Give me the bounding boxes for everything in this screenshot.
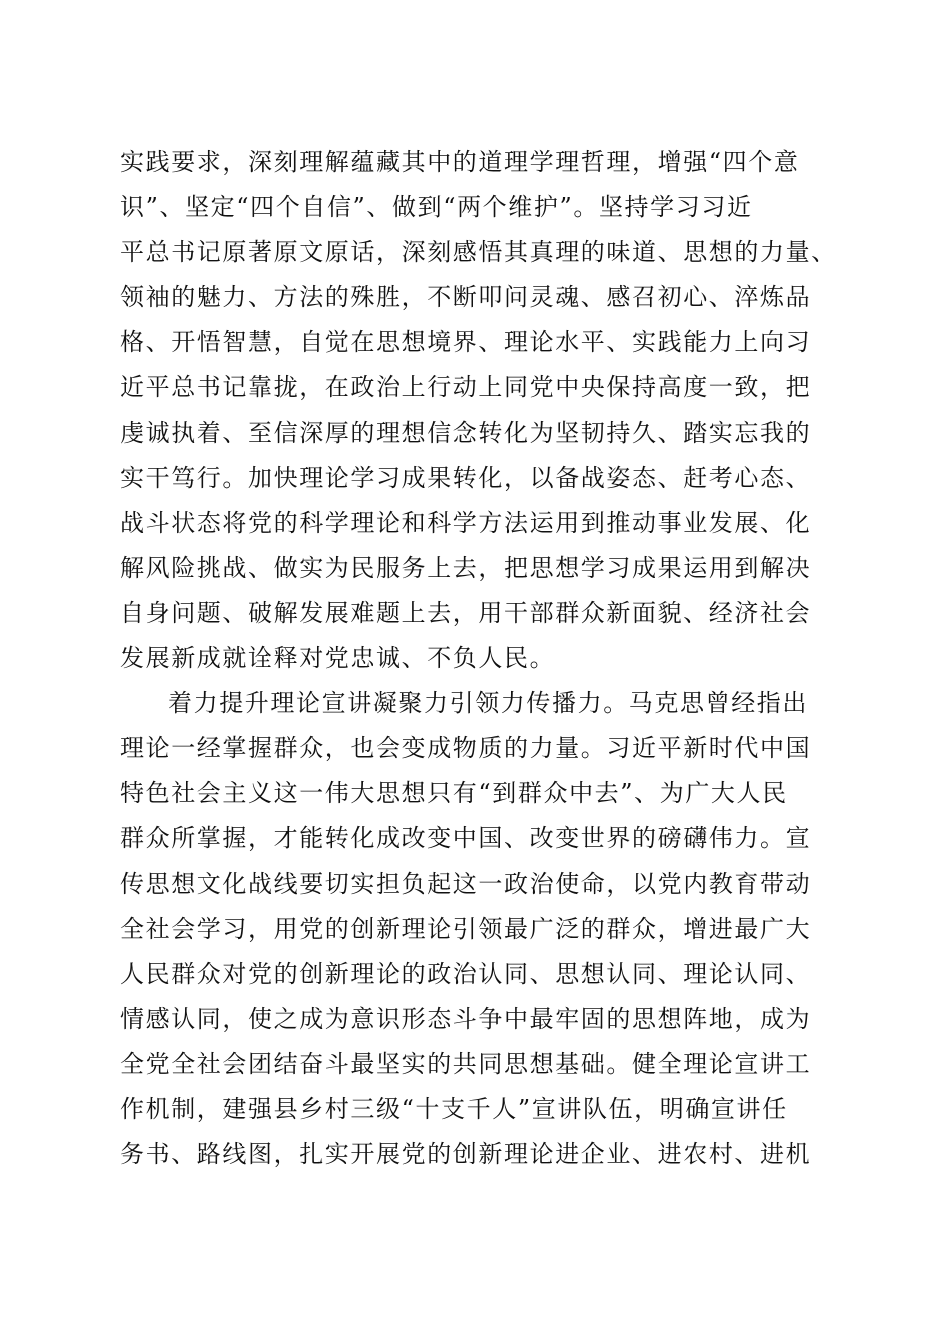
text-line: 自身问题、破解发展难题上去，用干部群众新面貌、经济社会 xyxy=(120,598,812,627)
text-line: 识”、坚定“四个自信”、做到“两个维护”。坚持学习习近 xyxy=(120,193,753,222)
text-line: 务书、路线图，扎实开展党的创新理论进企业、进农村、进机 xyxy=(120,1140,812,1169)
text-line: 全社会学习，用党的创新理论引领最广泛的群众，增进最广大 xyxy=(120,914,812,943)
text-line: 近平总书记靠拢，在政治上行动上同党中央保持高度一致，把 xyxy=(120,373,812,402)
text-line: 人民群众对党的创新理论的政治认同、思想认同、理论认同、 xyxy=(120,959,812,988)
text-line: 平总书记原著原文原话，深刻感悟其真理的味道、思想的力量、 xyxy=(120,238,837,267)
text-line: 理论一经掌握群众，也会变成物质的力量。习近平新时代中国 xyxy=(120,734,812,763)
text-line: 解风险挑战、做实为民服务上去，把思想学习成果运用到解决 xyxy=(120,553,812,582)
text-line: 领袖的魅力、方法的殊胜，不断叩问灵魂、感召初心、淬炼品 xyxy=(120,283,812,312)
text-line: 作机制，建强县乡村三级“十支千人”宣讲队伍，明确宣讲任 xyxy=(120,1094,788,1123)
body-text xyxy=(120,140,840,1177)
text-line: 战斗状态将党的科学理论和科学方法运用到推动事业发展、化 xyxy=(120,508,812,537)
paragraph-2 xyxy=(120,681,840,1177)
text-line: 群众所掌握，才能转化成改变中国、改变世界的磅礴伟力。宣 xyxy=(120,824,812,853)
paragraph-1 xyxy=(120,140,840,681)
text-line: 格、开悟智慧，自觉在思想境界、理论水平、实践能力上向习 xyxy=(120,328,812,357)
text-line: 实干笃行。加快理论学习成果转化，以备战姿态、赶考心态、 xyxy=(120,463,812,492)
text-line: 发展新成就诠释对党忠诚、不负人民。 xyxy=(120,644,556,673)
text-line: 虔诚执着、至信深厚的理想信念转化为坚韧持久、踏实忘我的 xyxy=(120,418,812,447)
text-line: 情感认同，使之成为意识形态斗争中最牢固的思想阵地，成为 xyxy=(120,1004,812,1033)
text-line: 全党全社会团结奋斗最坚实的共同思想基础。健全理论宣讲工 xyxy=(120,1049,812,1078)
text-line: 传思想文化战线要切实担负起这一政治使命，以党内教育带动 xyxy=(120,869,812,898)
text-line: 实践要求，深刻理解蕴藏其中的道理学理哲理，增强“四个意 xyxy=(120,148,800,176)
text-line: 特色社会主义这一伟大思想只有“到群众中去”、为广大人民 xyxy=(120,779,788,808)
text-line-first: 着力提升理论宣讲凝聚力引领力传播力。马克思曾经指出 xyxy=(168,689,808,718)
